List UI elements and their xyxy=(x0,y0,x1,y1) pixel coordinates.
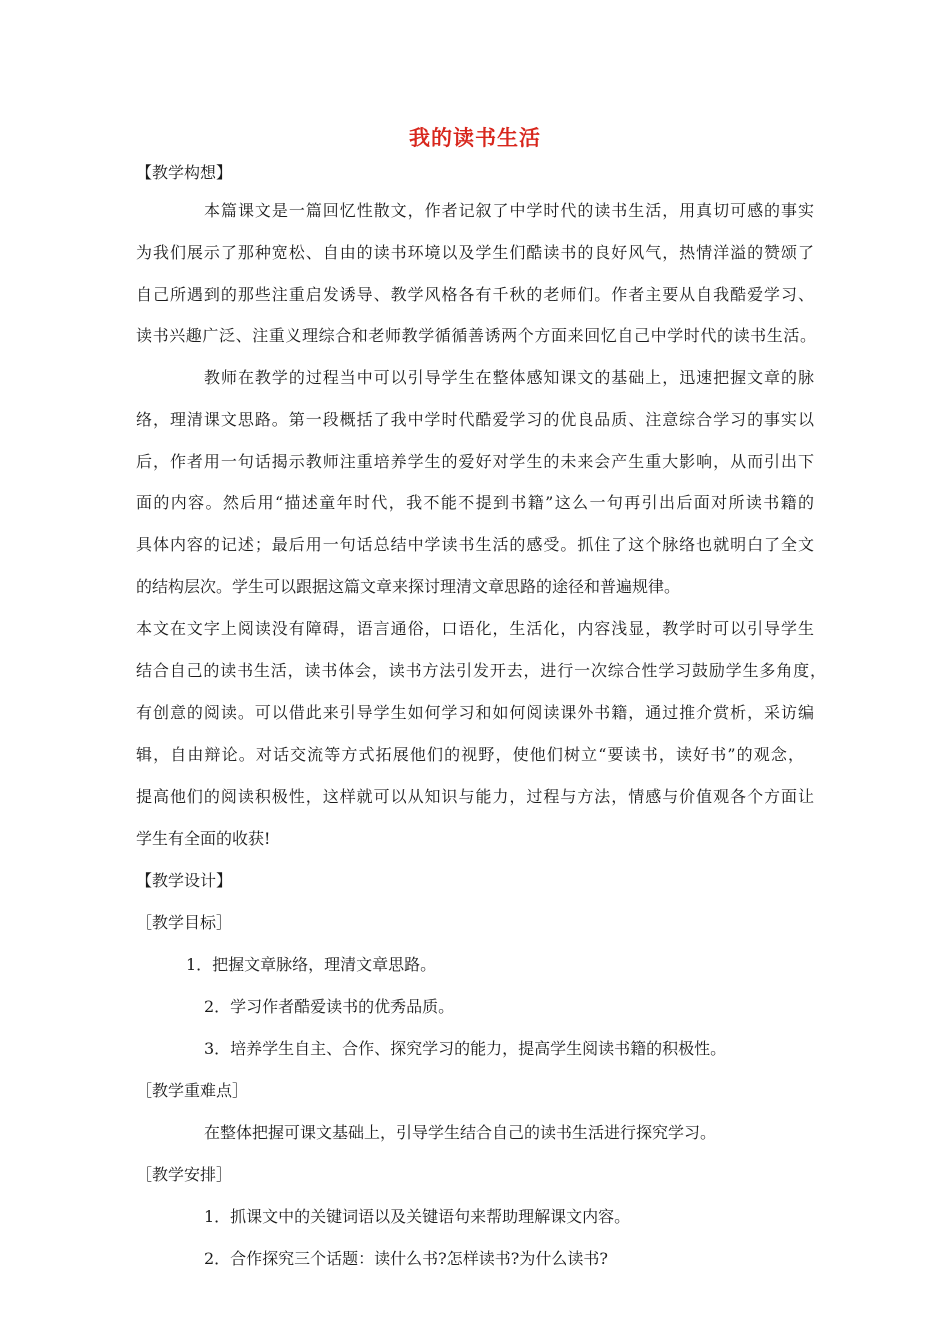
paragraph-line: 后，作者用一句话揭示教师注重培养学生的爱好对学生的未来会产生重大影响，从而引出下 xyxy=(136,452,814,471)
arrangement-item: 2．合作探究三个话题：读什么书?怎样读书?为什么读书? xyxy=(204,1249,608,1268)
paragraph-line: 面的内容。然后用“描述童年时代，我不能不提到书籍”这么一句再引出后面对所读书籍的 xyxy=(136,493,814,512)
section-heading-concept: 【教学构想】 xyxy=(136,163,233,182)
document-title: 我的读书生活 xyxy=(409,125,541,150)
paragraph-line: 辑，自由辩论。对话交流等方式拓展他们的视野，使他们树立“要读书，读好书”的观念， xyxy=(136,745,804,764)
paragraph-line: 学生有全面的收获! xyxy=(136,829,271,848)
paragraph-line: 提高他们的阅读积极性，这样就可以从知识与能力，过程与方法，情感与价值观各个方面让 xyxy=(136,787,814,806)
paragraph-line: 本文在文字上阅读没有障碍，语言通俗，口语化，生活化，内容浅显，教学时可以引导学生 xyxy=(136,619,814,638)
subheading-key-points: ［教学重难点］ xyxy=(136,1081,249,1100)
paragraph-line: 有创意的阅读。可以借此来引导学生如何学习和如何阅读课外书籍，通过推介赏析，采访编 xyxy=(136,703,814,722)
paragraph-line: 的结构层次。学生可以跟据这篇文章来探讨理清文章思路的途径和普遍规律。 xyxy=(136,577,681,596)
subheading-goals: ［教学目标］ xyxy=(136,913,233,932)
goal-item: 1．把握文章脉络，理清文章思路。 xyxy=(186,955,437,974)
paragraph-line: 自己所遇到的那些注重启发诱导、教学风格各有千秋的老师们。作者主要从自我酷爱学习、 xyxy=(136,285,814,304)
paragraph-line: 结合自己的读书生活，读书体会，读书方法引发开去，进行一次综合性学习鼓励学生多角度， xyxy=(136,661,826,680)
goal-item: 3．培养学生自主、合作、探究学习的能力，提高学生阅读书籍的积极性。 xyxy=(204,1039,727,1058)
paragraph-line: 读书兴趣广泛、注重义理综合和老师教学循循善诱两个方面来回忆自己中学时代的读书生活。 xyxy=(136,326,816,345)
goal-item: 2．学习作者酷爱读书的优秀品质。 xyxy=(204,997,455,1016)
key-points-text: 在整体把握可课文基础上，引导学生结合自己的读书生活进行探究学习。 xyxy=(204,1123,717,1142)
subheading-arrangement: ［教学安排］ xyxy=(136,1165,233,1184)
paragraph-line: 具体内容的记述；最后用一句话总结中学读书生活的感受。抓住了这个脉络也就明白了全文 xyxy=(136,535,814,554)
arrangement-item: 1．抓课文中的关键词语以及关键语句来帮助理解课文内容。 xyxy=(204,1207,631,1226)
paragraph-line: 教师在教学的过程当中可以引导学生在整体感知课文的基础上，迅速把握文章的脉 xyxy=(204,368,814,387)
paragraph-line: 为我们展示了那种宽松、自由的读书环境以及学生们酷读书的良好风气，热情洋溢的赞颂了 xyxy=(136,243,814,262)
paragraph-line: 络，理清课文思路。第一段概括了我中学时代酷爱学习的优良品质、注意综合学习的事实以 xyxy=(136,410,814,429)
paragraph-line: 本篇课文是一篇回忆性散文，作者记叙了中学时代的读书生活，用真切可感的事实 xyxy=(204,201,814,220)
section-heading-design: 【教学设计】 xyxy=(136,871,233,890)
